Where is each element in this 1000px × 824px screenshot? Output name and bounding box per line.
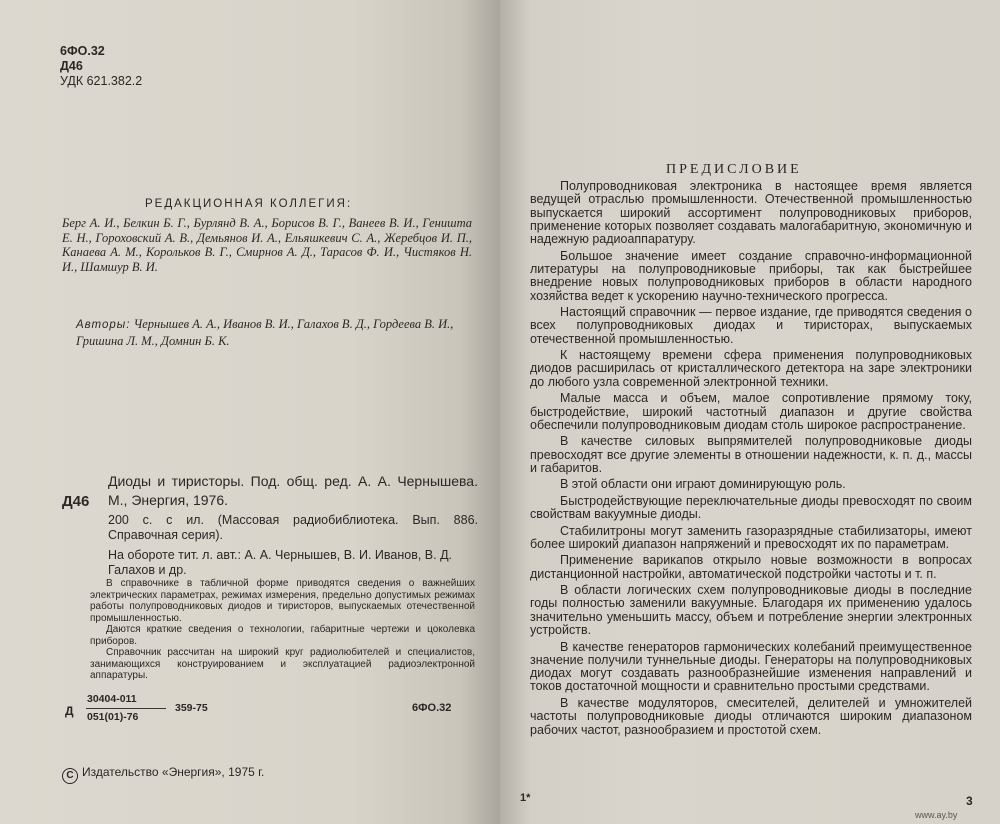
preface-body: [530, 180, 972, 740]
catalog-note: На обороте тит. л. авт.: А. А. Чернышев, В. И. Иванов, В. Д. Галахов и др.: [108, 548, 453, 577]
preface-title: ПРЕДИСЛОВИЕ: [666, 162, 802, 177]
pub-code-letter: Д: [65, 704, 74, 718]
classification-codes: [60, 44, 142, 89]
copyright: [62, 765, 264, 784]
page-number: 3: [966, 794, 973, 808]
preface-paragraph: К настоящему времени сфера применения полупроводниковых диодов расширилась от кристаллического детектора на заре электроники до любого узла современной электронной техники.: [530, 348, 972, 389]
abstract-paragraph: Справочник рассчитан на широкий круг радиолюбителей и специалистов, занимающихся конструированием и эксплуатацией радиоэлектронной аппаратуры.: [90, 647, 475, 681]
copyright-icon: С: [62, 768, 78, 784]
code-line: 6ФО.32: [60, 44, 105, 58]
code-line: Д46: [60, 59, 83, 73]
pub-code-numerator: 30404-011: [87, 693, 137, 705]
preface-paragraph: В качестве генераторов гармонических колебаний преимущественное значение получили туннельные диоды. Генераторы на полупроводниковых диодах могут создавать разнообразнейшие изменения направлений и токов достаточной мощности и сравнительно простыми средствами.: [530, 639, 972, 694]
preface-paragraph: В качестве модуляторов, смесителей, делителей и умножителей частоты полупроводниковые диоды отличаются широким диапазоном рабочих частот, разнообразием и простотой схем.: [530, 695, 972, 737]
abstract-paragraph: Даются краткие сведения о технологии, габаритные чертежи и цоколевка приборов.: [90, 624, 475, 647]
authors-label: Авторы:: [76, 319, 131, 331]
catalog-description: 200 с. с ил. (Массовая радиобиблиотека. Вып. 886. Справочная серия).: [108, 513, 478, 542]
catalog-title: Диоды и тиристоры. Под. общ. ред. А. А. Чернышева. М., Энергия, 1976.: [108, 473, 478, 508]
preface-paragraph: В этой области они играют доминирующую роль.: [560, 477, 846, 492]
preface-paragraph: В области логических схем полупроводниковые диоды в последние годы полностью заменили вакуумные. Благодаря их применению удалось значительно уменьшить массу, объем и потребление энергии электронных устройств.: [530, 583, 972, 638]
preface-paragraph: В качестве силовых выпрямителей полупроводниковые диоды превосходят все другие элементы в отношении надежности, к. п. д., массы и габаритов.: [530, 434, 972, 475]
catalog-code: Д46: [62, 493, 90, 510]
preface-paragraph: Большое значение имеет создание справочно-информационной литературы на полупроводниковые приборы, так как быстрейшее внедрение новых полупроводниковых приборов в области народного хозяйства ведет к ускорению научно-технического прогресса.: [530, 248, 972, 303]
abstract: [90, 578, 475, 682]
pub-code-fraction-line: [86, 708, 166, 709]
editorial-board-members: Берг А. И., Белкин Б. Г., Бурлянд В. А., Борисов В. Г., Ванеев В. И., Геништа Е. Н., Гороховский А. В., Демьянов И. А., Ельяшкевич С. А., Жеребцов И. П., Канаева А. М., Корольков В. Г., Смирнов А. Д., Тарасов Ф. И., Чистяков Н. И., Шамшур В. И.: [62, 216, 472, 274]
preface-paragraph: Полупроводниковая электроника в настоящее время является ведущей отраслью промышленности. Отечественной промышленностью выпускается широкий ассортимент полупроводниковых приборов, применение которых позволяет создавать малогабаритную, экономичную и надежную радиоаппаратуру.: [530, 179, 972, 247]
preface-paragraph: Малые масса и объем, малое сопротивление прямому току, быстродействие, широкий частотный диапазон и другие свойства обеспечили полупроводниковым диодам столь широкое распространение.: [530, 391, 972, 432]
authors-names: Чернышев А. А., Иванов В. И., Галахов В. Д., Гордеева В. И., Гришина Л. М., Домнин Б. К.: [76, 317, 454, 348]
abstract-paragraph: В справочнике в табличной форме приводятся сведения о важнейших электрических параметрах, режимах измерения, предельно допустимых режимах работы полупроводниковых диодов и тиристоров, выпускаемых отечественной промышленностью.: [90, 578, 475, 624]
authors-block: [76, 316, 471, 349]
editorial-board-title: РЕДАКЦИОННАЯ КОЛЛЕГИЯ:: [145, 198, 353, 210]
copyright-text: Издательство «Энергия», 1975 г.: [82, 765, 265, 779]
watermark: www.ay.by: [915, 810, 958, 820]
preface-paragraph: Настоящий справочник — первое издание, где приводятся сведения о всех полупроводниковых диодах и тиристорах, выпускаемых отечественной промышленностью.: [530, 305, 972, 346]
code-line: УДК 621.382.2: [60, 74, 143, 88]
pub-code-middle: 359-75: [175, 702, 208, 714]
right-page: [500, 0, 1000, 824]
pub-code-right: 6ФО.32: [412, 702, 452, 714]
signature-mark: 1*: [520, 792, 531, 804]
preface-paragraph: Применение варикапов открыло новые возможности в вопросах дистанционной настройки, автоматической подстройки частоты и т. п.: [530, 553, 972, 581]
preface-paragraph: Быстродействующие переключательные диоды превосходят по своим свойствам вакуумные диоды.: [530, 493, 972, 522]
preface-paragraph: Стабилитроны могут заменить газоразрядные стабилизаторы, имеют более широкий диапазон напряжений и превосходят их по параметрам.: [530, 523, 972, 551]
pub-code-denominator: 051(01)-76: [87, 711, 139, 723]
